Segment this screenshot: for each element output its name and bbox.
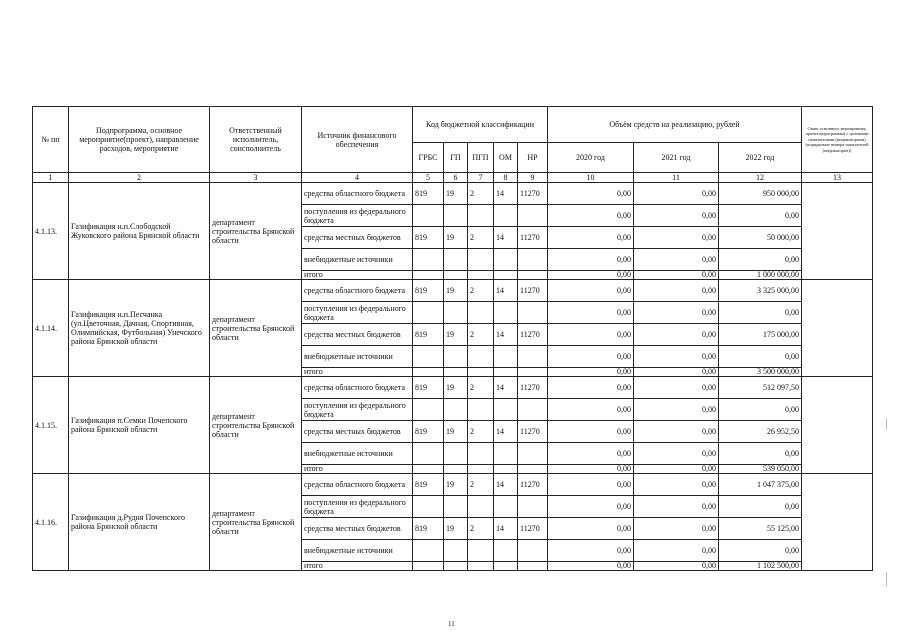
- code-om: [494, 496, 518, 518]
- code-grbs: [413, 465, 444, 474]
- amount-2020: 0,00: [548, 518, 634, 540]
- code-grbs: 819: [413, 227, 444, 249]
- code-gp: 19: [444, 474, 468, 496]
- code-om: [494, 249, 518, 271]
- code-gp: [444, 302, 468, 324]
- amount-2022: 1 047 375,00: [719, 474, 802, 496]
- header-link: Связь основного мероприятия, проекта(программы) с целевыми показателями (индикаторами) (порядковые номера показателей (индикаторов)): [802, 107, 873, 173]
- funding-source: поступления из федерального бюджета: [302, 496, 413, 518]
- code-om: 14: [494, 183, 518, 205]
- table-row: [33, 183, 873, 205]
- code-nr: 11270: [518, 280, 548, 302]
- code-om: 14: [494, 227, 518, 249]
- amount-2022: 1 102 500,00: [719, 562, 802, 571]
- item-executor: департамент строительства Брянской области: [210, 183, 302, 280]
- code-gp: [444, 249, 468, 271]
- code-gp: [444, 540, 468, 562]
- code-grbs: [413, 271, 444, 280]
- col-number: 13: [802, 173, 873, 183]
- amount-2022: 55 125,00: [719, 518, 802, 540]
- amount-2022: 0,00: [719, 399, 802, 421]
- amount-2020: 0,00: [548, 368, 634, 377]
- col-number: 4: [302, 173, 413, 183]
- item-executor: департамент строительства Брянской области: [210, 377, 302, 474]
- code-om: [494, 399, 518, 421]
- amount-2021: 0,00: [634, 183, 719, 205]
- code-nr: [518, 562, 548, 571]
- amount-2020: 0,00: [548, 443, 634, 465]
- code-pgp: [468, 496, 494, 518]
- code-gp: [444, 562, 468, 571]
- code-pgp: [468, 443, 494, 465]
- amount-2020: 0,00: [548, 377, 634, 399]
- code-nr: [518, 302, 548, 324]
- code-om: [494, 271, 518, 280]
- code-om: [494, 465, 518, 474]
- code-gp: [444, 443, 468, 465]
- amount-2022: 512 097,50: [719, 377, 802, 399]
- amount-2020: 0,00: [548, 421, 634, 443]
- amount-2021: 0,00: [634, 518, 719, 540]
- code-gp: 19: [444, 377, 468, 399]
- code-nr: 11270: [518, 183, 548, 205]
- amount-2021: 0,00: [634, 205, 719, 227]
- funding-source: поступления из федерального бюджета: [302, 302, 413, 324]
- code-gp: 19: [444, 518, 468, 540]
- header-code-gp: ГП: [444, 143, 468, 173]
- amount-2020: 0,00: [548, 205, 634, 227]
- funding-source: средства областного бюджета: [302, 377, 413, 399]
- funding-source: поступления из федерального бюджета: [302, 205, 413, 227]
- code-grbs: [413, 205, 444, 227]
- amount-2022: 0,00: [719, 496, 802, 518]
- amount-2020: 0,00: [548, 399, 634, 421]
- amount-2022: 26 952,50: [719, 421, 802, 443]
- amount-2020: 0,00: [548, 227, 634, 249]
- col-number: 2: [69, 173, 210, 183]
- amount-2021: 0,00: [634, 249, 719, 271]
- code-om: [494, 368, 518, 377]
- amount-2021: 0,00: [634, 421, 719, 443]
- amount-2021: 0,00: [634, 474, 719, 496]
- amount-2021: 0,00: [634, 227, 719, 249]
- amount-2020: 0,00: [548, 540, 634, 562]
- code-om: 14: [494, 280, 518, 302]
- header-name: Подпрограмма, основное мероприятие(проект), направление расходов, мероприятие: [69, 107, 210, 173]
- amount-2022: 0,00: [719, 205, 802, 227]
- item-number: 4.1.13.: [33, 183, 69, 280]
- code-grbs: [413, 562, 444, 571]
- funding-source: итого: [302, 562, 413, 571]
- code-om: 14: [494, 324, 518, 346]
- amount-2021: 0,00: [634, 377, 719, 399]
- amount-2022: 539 050,00: [719, 465, 802, 474]
- amount-2022: 175 000,00: [719, 324, 802, 346]
- amount-2021: 0,00: [634, 496, 719, 518]
- amount-2021: 0,00: [634, 280, 719, 302]
- col-number: 10: [548, 173, 634, 183]
- amount-2020: 0,00: [548, 280, 634, 302]
- item-executor: департамент строительства Брянской области: [210, 280, 302, 377]
- amount-2022: 0,00: [719, 443, 802, 465]
- code-gp: 19: [444, 183, 468, 205]
- code-pgp: [468, 249, 494, 271]
- code-pgp: [468, 368, 494, 377]
- code-om: 14: [494, 421, 518, 443]
- amount-2022: 950 000,00: [719, 183, 802, 205]
- code-nr: [518, 443, 548, 465]
- code-gp: [444, 271, 468, 280]
- code-nr: 11270: [518, 421, 548, 443]
- amount-2020: 0,00: [548, 465, 634, 474]
- code-gp: 19: [444, 324, 468, 346]
- header-bk-group: Код бюджетной классификации: [413, 107, 548, 143]
- column-number-row: [33, 173, 873, 183]
- header-num: № пп: [33, 107, 69, 173]
- code-grbs: [413, 399, 444, 421]
- col-number: 9: [518, 173, 548, 183]
- header-year-2021: 2021 год: [634, 143, 719, 173]
- code-grbs: [413, 496, 444, 518]
- code-gp: [444, 205, 468, 227]
- code-gp: [444, 368, 468, 377]
- funding-source: итого: [302, 368, 413, 377]
- indicator-link: [802, 377, 873, 474]
- col-number: 8: [494, 173, 518, 183]
- amount-2021: 0,00: [634, 368, 719, 377]
- amount-2020: 0,00: [548, 496, 634, 518]
- code-pgp: 2: [468, 377, 494, 399]
- code-pgp: [468, 346, 494, 368]
- code-pgp: [468, 399, 494, 421]
- code-grbs: 819: [413, 518, 444, 540]
- code-pgp: 2: [468, 280, 494, 302]
- code-grbs: [413, 249, 444, 271]
- amount-2022: 3 500 000,00: [719, 368, 802, 377]
- amount-2021: 0,00: [634, 443, 719, 465]
- funding-source: внебюджетные источники: [302, 249, 413, 271]
- amount-2021: 0,00: [634, 346, 719, 368]
- code-grbs: [413, 540, 444, 562]
- item-name: Газификация д.Рудня Почепского района Брянской области: [69, 474, 210, 571]
- amount-2022: 3 325 000,00: [719, 280, 802, 302]
- amount-2022: 0,00: [719, 302, 802, 324]
- code-grbs: 819: [413, 421, 444, 443]
- header-amount-group: Объём средств на реализацию, рублей: [548, 107, 802, 143]
- code-nr: 11270: [518, 518, 548, 540]
- amount-2022: 0,00: [719, 249, 802, 271]
- col-number: 12: [719, 173, 802, 183]
- indicator-link: [802, 183, 873, 280]
- code-nr: [518, 399, 548, 421]
- code-nr: 11270: [518, 227, 548, 249]
- code-pgp: [468, 562, 494, 571]
- code-nr: 11270: [518, 474, 548, 496]
- code-pgp: 2: [468, 421, 494, 443]
- code-grbs: [413, 368, 444, 377]
- code-om: [494, 346, 518, 368]
- col-number: 3: [210, 173, 302, 183]
- header-year-2020: 2020 год: [548, 143, 634, 173]
- code-gp: 19: [444, 227, 468, 249]
- code-nr: [518, 540, 548, 562]
- header-code-om: ОМ: [494, 143, 518, 173]
- header-code-grbs: ГРБС: [413, 143, 444, 173]
- indicator-link: [802, 474, 873, 571]
- page-number: 11: [448, 620, 455, 628]
- code-om: [494, 443, 518, 465]
- code-om: [494, 302, 518, 324]
- code-pgp: [468, 540, 494, 562]
- code-grbs: [413, 443, 444, 465]
- code-pgp: [468, 205, 494, 227]
- funding-source: средства местных бюджетов: [302, 421, 413, 443]
- table-row: [33, 474, 873, 496]
- col-number: 1: [33, 173, 69, 183]
- scan-mark: [886, 418, 887, 430]
- col-number: 5: [413, 173, 444, 183]
- header-year-2022: 2022 год: [719, 143, 802, 173]
- amount-2020: 0,00: [548, 346, 634, 368]
- amount-2020: 0,00: [548, 183, 634, 205]
- amount-2021: 0,00: [634, 302, 719, 324]
- funding-source: средства областного бюджета: [302, 280, 413, 302]
- amount-2020: 0,00: [548, 249, 634, 271]
- col-number: 6: [444, 173, 468, 183]
- header-row: [33, 107, 873, 143]
- header-code-pgp: ПГП: [468, 143, 494, 173]
- item-number: 4.1.15.: [33, 377, 69, 474]
- amount-2020: 0,00: [548, 562, 634, 571]
- table-row: [33, 280, 873, 302]
- code-grbs: [413, 346, 444, 368]
- code-gp: [444, 465, 468, 474]
- amount-2022: 0,00: [719, 540, 802, 562]
- code-gp: [444, 399, 468, 421]
- funding-source: средства областного бюджета: [302, 183, 413, 205]
- funding-source: итого: [302, 465, 413, 474]
- code-nr: [518, 368, 548, 377]
- code-pgp: 2: [468, 183, 494, 205]
- code-gp: [444, 496, 468, 518]
- scan-mark: [886, 572, 887, 586]
- code-grbs: [413, 302, 444, 324]
- code-grbs: 819: [413, 183, 444, 205]
- code-gp: [444, 346, 468, 368]
- indicator-link: [802, 280, 873, 377]
- code-nr: [518, 346, 548, 368]
- budget-table: [32, 106, 873, 571]
- code-grbs: 819: [413, 280, 444, 302]
- code-om: [494, 562, 518, 571]
- amount-2021: 0,00: [634, 465, 719, 474]
- code-om: 14: [494, 377, 518, 399]
- funding-source: средства местных бюджетов: [302, 227, 413, 249]
- amount-2021: 0,00: [634, 271, 719, 280]
- code-om: 14: [494, 474, 518, 496]
- code-nr: [518, 465, 548, 474]
- code-nr: [518, 271, 548, 280]
- funding-source: внебюджетные источники: [302, 346, 413, 368]
- table-row: [33, 377, 873, 399]
- item-name: Газификация н.п.Песчанка (ул.Цветочная, Дачная, Спортивная, Олимпийская, Футбольная) Унечского района Брянской области: [69, 280, 210, 377]
- item-executor: департамент строительства Брянской области: [210, 474, 302, 571]
- amount-2022: 1 000 000,00: [719, 271, 802, 280]
- code-nr: [518, 249, 548, 271]
- amount-2021: 0,00: [634, 540, 719, 562]
- funding-source: итого: [302, 271, 413, 280]
- code-nr: [518, 205, 548, 227]
- funding-source: средства местных бюджетов: [302, 324, 413, 346]
- amount-2020: 0,00: [548, 474, 634, 496]
- amount-2021: 0,00: [634, 399, 719, 421]
- amount-2021: 0,00: [634, 324, 719, 346]
- code-grbs: 819: [413, 377, 444, 399]
- header-source: Источник финансового обеспечения: [302, 107, 413, 173]
- code-pgp: 2: [468, 474, 494, 496]
- code-nr: [518, 496, 548, 518]
- code-grbs: 819: [413, 474, 444, 496]
- item-number: 4.1.16.: [33, 474, 69, 571]
- code-grbs: 819: [413, 324, 444, 346]
- funding-source: поступления из федерального бюджета: [302, 399, 413, 421]
- code-pgp: [468, 465, 494, 474]
- code-pgp: 2: [468, 227, 494, 249]
- code-nr: 11270: [518, 377, 548, 399]
- amount-2022: 50 000,00: [719, 227, 802, 249]
- funding-source: внебюджетные источники: [302, 540, 413, 562]
- code-om: 14: [494, 518, 518, 540]
- code-pgp: 2: [468, 324, 494, 346]
- amount-2020: 0,00: [548, 271, 634, 280]
- amount-2022: 0,00: [719, 346, 802, 368]
- amount-2021: 0,00: [634, 562, 719, 571]
- code-gp: 19: [444, 421, 468, 443]
- funding-source: внебюджетные источники: [302, 443, 413, 465]
- header-code-nr: НР: [518, 143, 548, 173]
- col-number: 11: [634, 173, 719, 183]
- code-nr: 11270: [518, 324, 548, 346]
- code-om: [494, 205, 518, 227]
- amount-2020: 0,00: [548, 324, 634, 346]
- header-executor: Ответственный исполнитель, соисполнитель: [210, 107, 302, 173]
- code-pgp: 2: [468, 518, 494, 540]
- amount-2020: 0,00: [548, 302, 634, 324]
- funding-source: средства областного бюджета: [302, 474, 413, 496]
- code-pgp: [468, 271, 494, 280]
- col-number: 7: [468, 173, 494, 183]
- code-om: [494, 540, 518, 562]
- item-name: Газификация н.п.Слободской Жуковского района Брянской области: [69, 183, 210, 280]
- item-name: Газификация п.Семки Почепского района Брянской области: [69, 377, 210, 474]
- code-gp: 19: [444, 280, 468, 302]
- funding-source: средства местных бюджетов: [302, 518, 413, 540]
- code-pgp: [468, 302, 494, 324]
- item-number: 4.1.14.: [33, 280, 69, 377]
